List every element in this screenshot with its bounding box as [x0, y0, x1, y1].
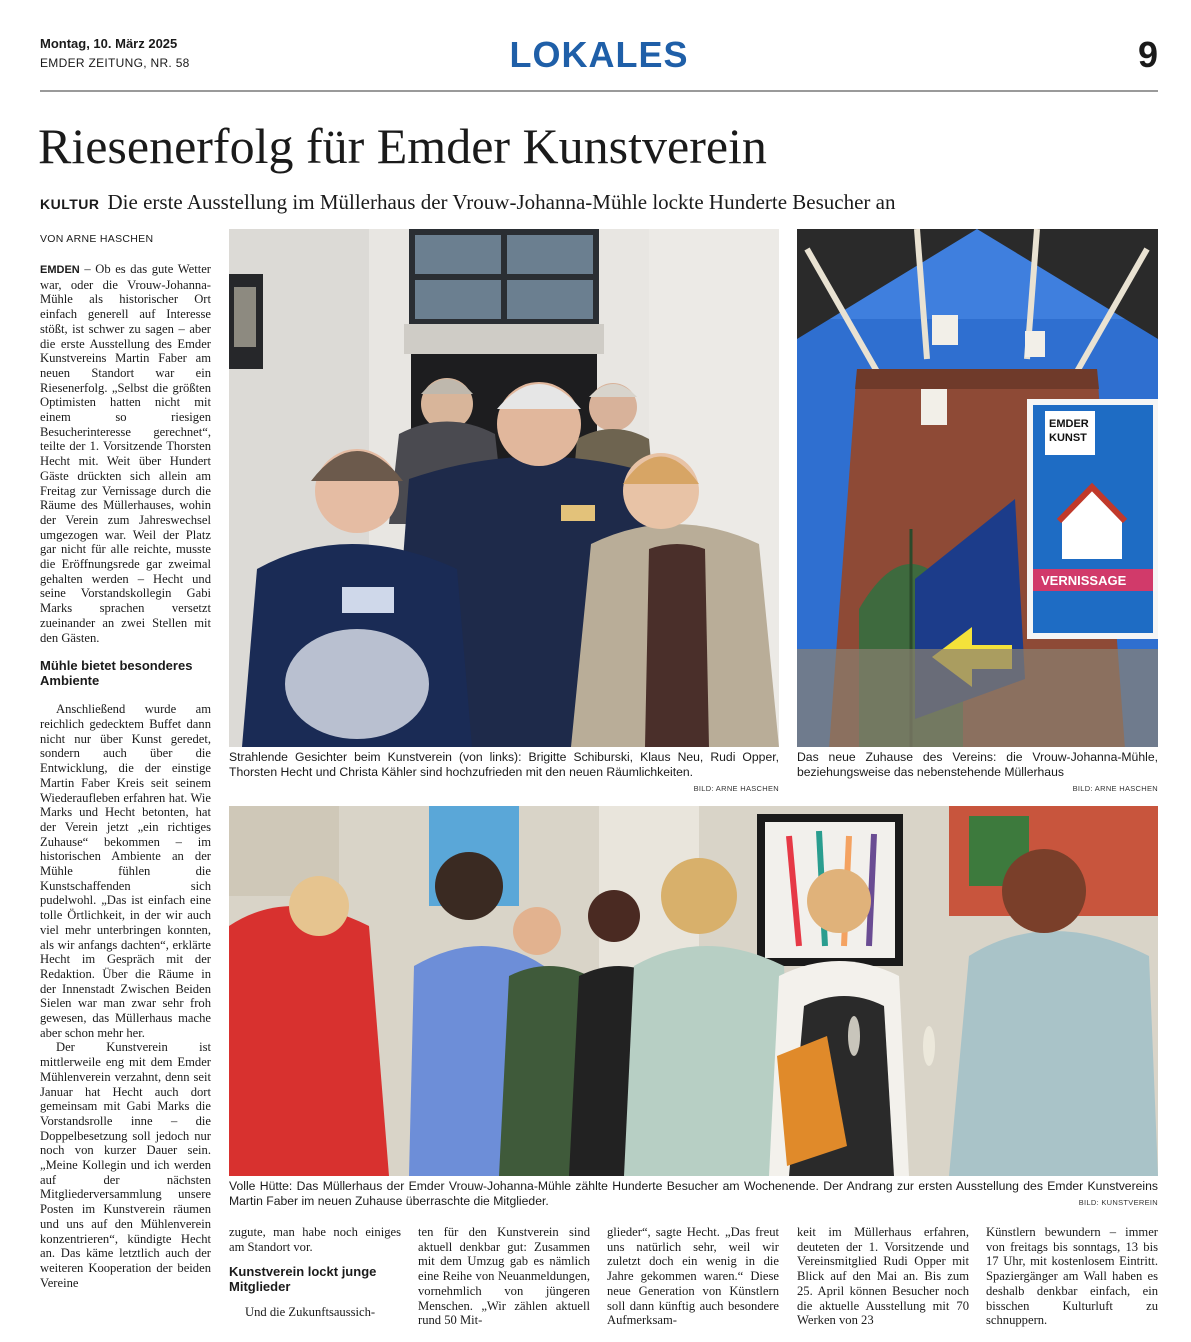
article-column-2: [229, 1225, 401, 1320]
sign-text-vernissage: VERNISSAGE: [1041, 573, 1127, 588]
byline: VON ARNE HASCHEN: [40, 233, 154, 245]
paragraph: zugute, man habe noch einiges am Standort vor.: [229, 1225, 401, 1254]
article-column-4: [607, 1225, 779, 1328]
sign-text-kunst: KUNST: [1049, 432, 1087, 444]
article-column-5: [797, 1225, 969, 1328]
caption-crowd-photo: Volle Hütte: Das Müllerhaus der Emder Vrouw-Johanna-Mühle zählte Hunderte Besucher am Wochenende. Der Andrang zur ersten Ausstellung des Emder Kunstvereins Martin Faber im neuen Zuhause überraschte die Mitglieder.: [229, 1179, 1158, 1208]
article-column-1: [40, 262, 211, 1290]
article-column-3: [418, 1225, 590, 1328]
paragraph: ten für den Kunstverein sind aktuell denkbar gut: Zusammen mit dem Umzug gab es nämlich eine Reihe von Neuanmeldungen, vornehmlich von jüngeren Menschen. „Wir zählen aktuell rund 50 Mit-: [418, 1225, 590, 1328]
paragraph: [40, 262, 211, 645]
photo-credit: BILD: KUNSTVEREIN: [1078, 1198, 1158, 1207]
sign-text-emder: EMDER: [1049, 418, 1089, 430]
photo-windmill: [797, 229, 1158, 747]
photo-credit: BILD: ARNE HASCHEN: [693, 784, 779, 793]
page-number: 9: [1137, 34, 1158, 75]
paragraph: Und die Zukunftsaussich-: [245, 1305, 376, 1320]
subheadline: Die erste Ausstellung im Müllerhaus der Vrouw-Johanna-Mühle lockte Hunderte Besucher an: [107, 190, 896, 214]
newspaper-name: EMDER ZEITUNG, NR. 58: [40, 56, 190, 70]
headline: Riesenerfolg für Emder Kunstverein: [38, 118, 767, 174]
paragraph-text: – Ob es das gute Wetter war, oder die Vrouw-Johanna-Mühle als historischer Ort einfach generell auf Interesse stößt, ist schwer zu sagen – aber die erste Ausstellung des Emder Kunstvereins Martin Faber am neuen Standort war ein Riesenerfolg. „Selbst die größten Optimisten hatten nicht mit einem so riesigen Besucherinteresse gerechnet“, teilte der 1. Vorsitzende Thorsten Hecht mit. Weit über Hundert Gäste drückten sich allein am Freitag zur Vernissage durch die Räume des Müllerhauses, wohin der Verein zum Jahreswechsel umgezogen war. Weil der Platz gar nicht für alle reichte, musste die Eröffnungsrede gar zweimal gehalten werden – Hecht und seine Vorstandskollegin Gabi Marks sprachen versetzt zueinander an zwei Stellen mit den Gästen.: [40, 262, 211, 645]
caption-mill-photo: Das neue Zuhause des Vereins: die Vrouw-Johanna-Mühle, beziehungsweise das nebenstehende Müllerhaus: [797, 750, 1158, 779]
kicker: KULTUR: [40, 196, 100, 212]
paragraph: Der Kunstverein ist mittlerweile eng mit dem Emder Mühlenverein verzahnt, denn seit Januar hat Hecht auch dort gemeinsam mit Gabi Marks die Vorstandsrolle inne – die Doppelbesetzung soll jedoch nur noch von kurzer Dauer sein. „Meine Kollegin und ich werden auf der nächsten Mitgliederversammlung unsere Posten im Kunstverein räumen und uns auf den Mühlenverein konzentrieren“, kündigte Hecht an. Das käme letztlich auch der weiteren Kooperation der beiden Vereine: [40, 1040, 211, 1290]
dateline: EMDEN: [40, 264, 80, 276]
paragraph: keit im Müllerhaus erfahren, deuteten der 1. Vorsitzende und Vereinsmitglied Rudi Opper mit Blick auf den Mai an. Bis zum 25. April können Besucher noch die aktuelle Ausstellung mit 70 Werken von 23: [797, 1225, 969, 1328]
issue-date: Montag, 10. März 2025: [40, 36, 178, 51]
paragraph: glieder“, sagte Hecht. „Das freut uns natürlich sehr, weil wir zuletzt doch ein wenig in die Jahre gekommen waren.“ Diese neue Generation von Künstlern soll dann künftig auch besondere Aufmerksam-: [607, 1225, 779, 1328]
section-title: LOKALES: [509, 34, 689, 75]
article-column-6: [986, 1225, 1158, 1328]
paragraph: Künstlern bewundern – immer von freitags bis sonntags, 13 bis 17 Uhr, mit kostenlosem Eintritt. Spaziergänger am Wall haben es deshalb denkbar einfach, ein bisschen Kulturluft zu schnuppern.: [986, 1225, 1158, 1328]
subheadline-row: [40, 190, 896, 215]
photo-exhibition-crowd: [229, 806, 1158, 1176]
subheading: Kunstverein lockt junge Mitglieder: [229, 1264, 377, 1294]
page-header: [40, 34, 1158, 92]
photo-credit: BILD: ARNE HASCHEN: [1072, 784, 1158, 793]
paragraph: Anschließend wurde am reichlich gedecktem Buffet dann nicht nur über Kunst geredet, sondern auch über die Entwicklung, die der einstige Martin Faber Kreis seit seinem Wiederaufleben erfahren hat. Wie Marks und Hecht betonten, hat der Verein jetzt „ein richtiges Zuhause“ bekommen – im historischen Ambiente an der Mühle fühlen die Kunstschaffenden sich pudelwohl. „Das ist einfach eine tolle Örtlichkeit, in der wir auch viel mehr unterbringen konnten, als wir anfangs dachten“, erklärte Hecht im Gespräch mit der Redaktion. Über die Räume in der Innenstadt Zwischen Beiden Sielen war man zwar sehr froh gewesen, das Müllerhaus mache aber schon mehr her.: [40, 702, 211, 1040]
subheading: Mühle bietet besonderes Ambiente: [40, 658, 193, 688]
caption-group-photo: Strahlende Gesichter beim Kunstverein (von links): Brigitte Schiburski, Klaus Neu, Rudi Opper, Thorsten Hecht und Christa Kähler sind hochzufrieden mit den neuen Räumlichkeiten.: [229, 750, 779, 779]
photo-group-portrait: [229, 229, 779, 747]
